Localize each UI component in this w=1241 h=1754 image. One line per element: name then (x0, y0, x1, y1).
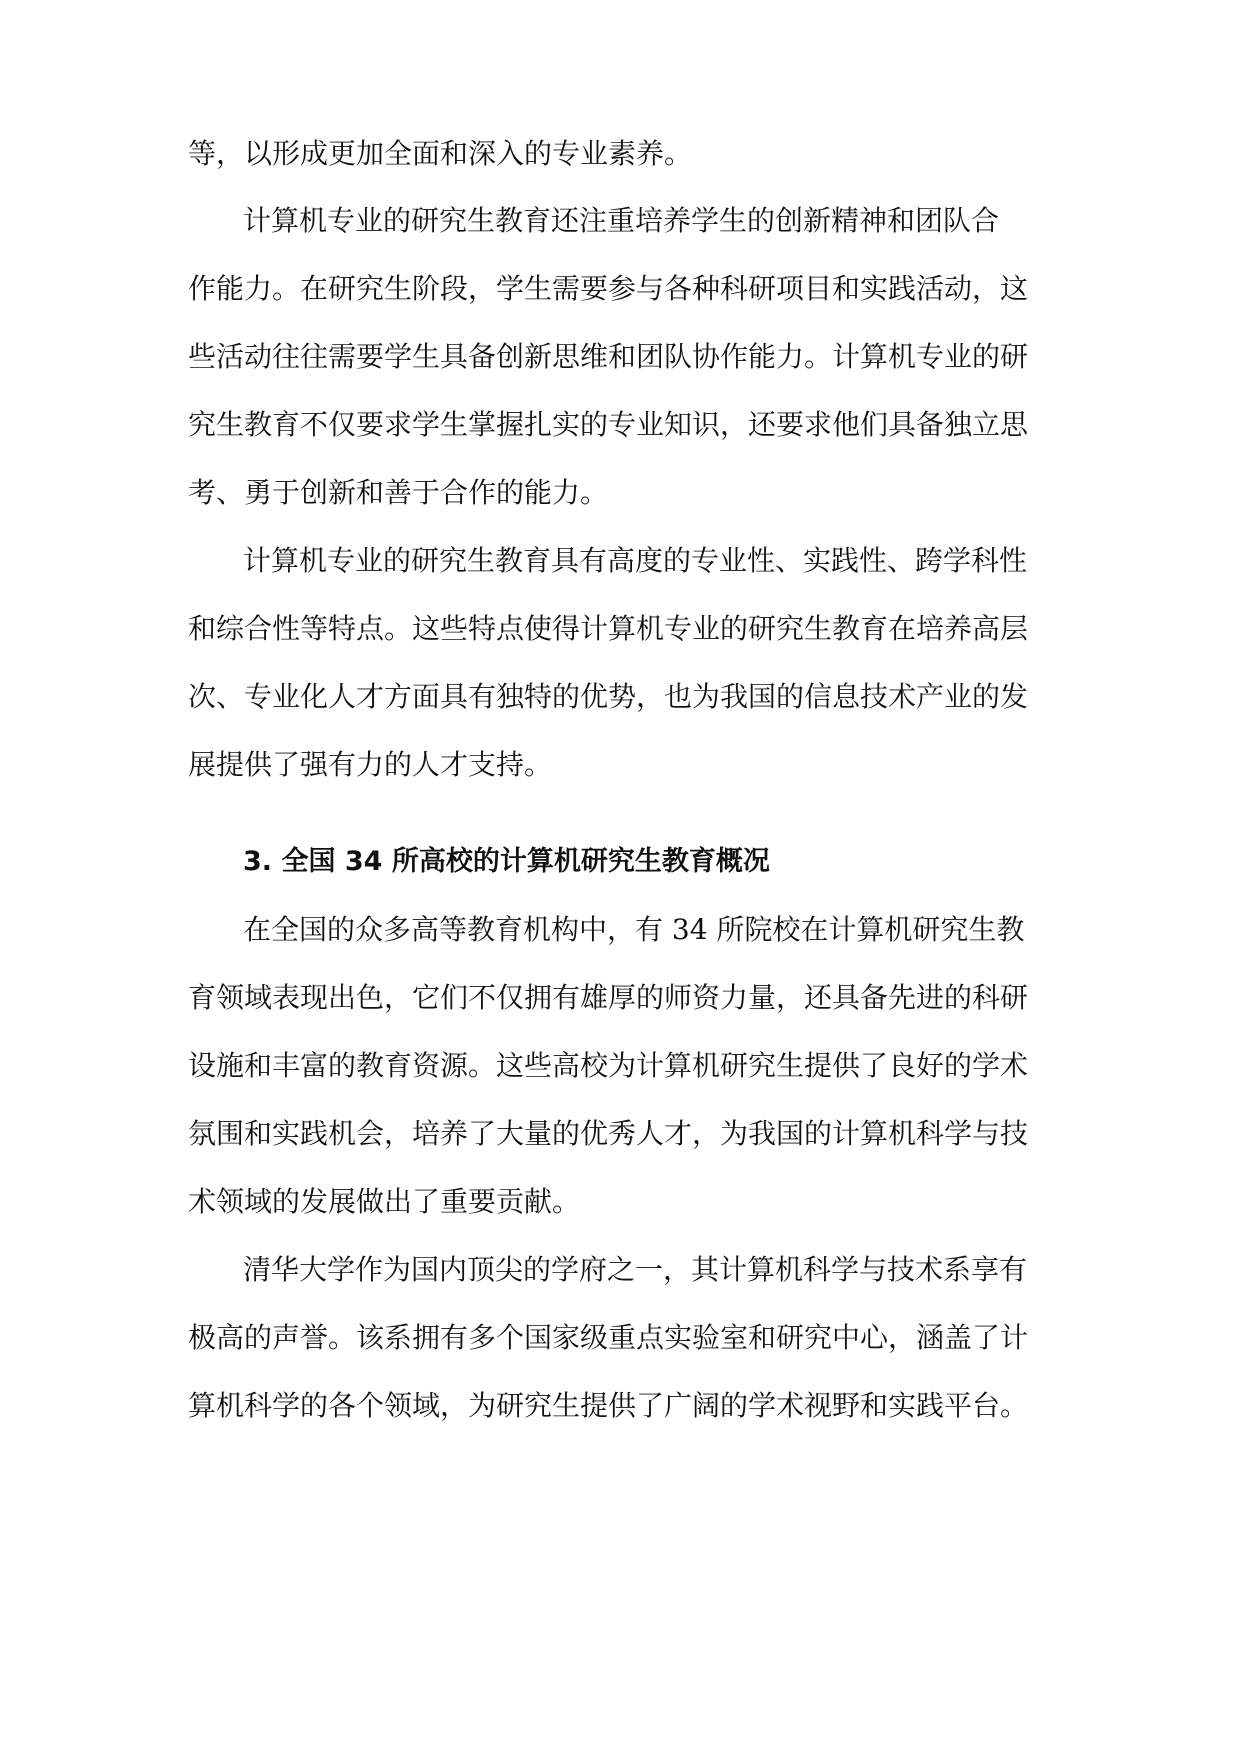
text-line: 展提供了强有力的人才支持。 (188, 748, 553, 781)
text-line: 和综合性等特点。这些特点使得计算机专业的研究生教育在培养高层 (188, 612, 1029, 645)
text-line: 育领域表现出色，它们不仅拥有雄厚的师资力量，还具备先进的科研 (188, 981, 1029, 1014)
text-line: 氛围和实践机会，培养了大量的优秀人才，为我国的计算机科学与技 (188, 1117, 1029, 1150)
text-line: 究生教育不仅要求学生掌握扎实的专业知识，还要求他们具备独立思 (188, 408, 1029, 441)
text-line: 算机科学的各个领域，为研究生提供了广阔的学术视野和实践平台。 (188, 1389, 1029, 1422)
text-line: 术领域的发展做出了重要贡献。 (188, 1185, 581, 1218)
section-heading: 3. 全国 34 所高校的计算机研究生教育概况 (243, 846, 770, 877)
text-line: 计算机专业的研究生教育还注重培养学生的创新精神和团队合 (243, 204, 1000, 237)
text-line: 在全国的众多高等教育机构中，有 34 所院校在计算机研究生教 (243, 913, 1025, 946)
text-line: 作能力。在研究生阶段，学生需要参与各种科研项目和实践活动，这 (188, 272, 1029, 305)
text-line: 设施和丰富的教育资源。这些高校为计算机研究生提供了良好的学术 (188, 1049, 1029, 1082)
text-line: 清华大学作为国内顶尖的学府之一，其计算机科学与技术系享有 (243, 1253, 1028, 1286)
text-line: 次、专业化人才方面具有独特的优势，也为我国的信息技术产业的发 (188, 680, 1029, 713)
text-line: 等，以形成更加全面和深入的专业素养。 (188, 137, 693, 170)
text-line: 极高的声誉。该系拥有多个国家级重点实验室和研究中心，涵盖了计 (188, 1321, 1029, 1354)
text-line: 计算机专业的研究生教育具有高度的专业性、实践性、跨学科性 (243, 544, 1028, 577)
text-line: 考、勇于创新和善于合作的能力。 (188, 476, 609, 509)
text-line: 些活动往往需要学生具备创新思维和团队协作能力。计算机专业的研 (188, 340, 1029, 373)
